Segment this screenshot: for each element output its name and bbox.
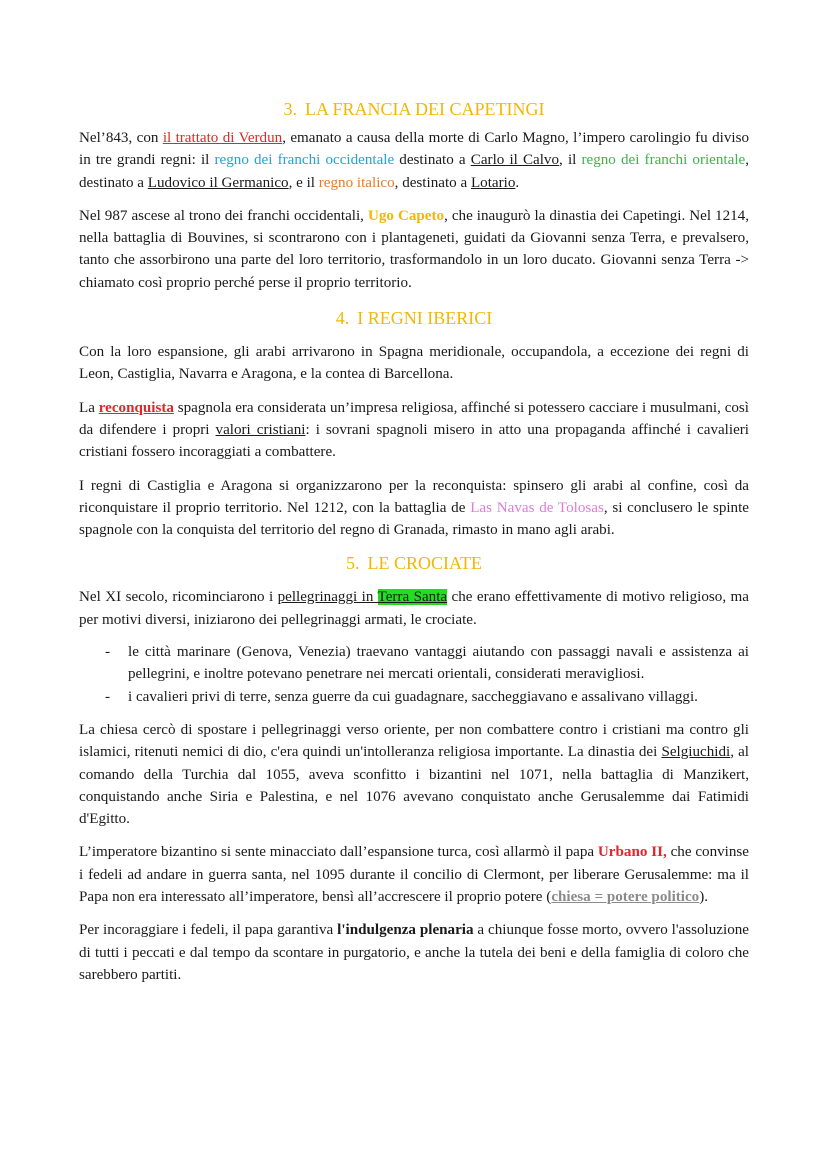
section-5-number: 5. — [346, 553, 360, 574]
section-4-title: I REGNI IBERICI — [357, 308, 493, 329]
text: La — [79, 399, 99, 416]
west-franks-kingdom: regno dei franchi occidentale — [214, 152, 395, 169]
paragraph-urbano — [79, 841, 749, 908]
east-franks-kingdom: regno dei franchi orientale — [581, 152, 746, 169]
urbano-ii: Urbano II, — [597, 844, 667, 861]
ugo-capeto: Ugo Capeto — [367, 207, 445, 224]
selgiuchidi: Selgiuchidi — [661, 744, 731, 761]
text: , e il — [288, 174, 319, 191]
text: , si conclusero le spinte spagnole con la conquista del territorio del regno di Granada, rimasto in mano agli arabi. — [79, 499, 749, 539]
text: che convinse i fedeli ad andare in guerra santa, nel 1095 durante il concilio di Clermont, per liberare Gerusalemme: ma il Papa non era interessato all’imperatore, bensì all’accrescere il proprio potere ( — [79, 844, 750, 906]
section-3-heading — [79, 96, 749, 122]
text: La chiesa cercò di spostare i pellegrinaggi verso oriente, per non combattere contro i cristiani ma contro gli islamici, ritenuti nemici di dio, c'era quindi un'intolleranza religiosa importante. La dinastia dei — [79, 721, 749, 761]
paragraph-reconquista — [79, 397, 749, 464]
list-item — [79, 686, 749, 708]
section-5-title: LE CROCIATE — [367, 553, 482, 574]
text: , che inaugurò la dinastia dei Capetingi. Nel 1214, nella battaglia di Bouvines, si scontrarono con i plantageneti, guidati da Giovanni senza Terra, e prevalsero, tanto che assorbirono una parte del loro territorio, trasformandolo in un loro ducato. Giovanni senza Terra -> chiamato così proprio perché perse il proprio territorio. — [79, 207, 749, 291]
text: , emanato a causa della morte di Carlo Magno, l’impero carolingio fu diviso in tre grandi regni: il — [79, 130, 749, 169]
text: , destinato a — [394, 174, 471, 191]
bullet-dash: - — [105, 644, 111, 661]
text: Nel XI secolo, ricominciarono i — [79, 589, 278, 606]
text: destinato a — [394, 152, 471, 169]
valori-cristiani: valori cristiani — [215, 421, 306, 438]
section-3-number: 3. — [283, 99, 297, 119]
text: Per incoraggiare i fedeli, il papa garantiva — [79, 922, 338, 939]
text: ). — [699, 889, 709, 906]
section-5-heading — [79, 550, 749, 576]
text: , il — [559, 152, 582, 169]
text: . — [515, 174, 520, 191]
paragraph-verdun — [79, 127, 749, 194]
text: , destinato a — [79, 152, 749, 191]
text: Nel 987 ascese al trono dei franchi occidentali, — [79, 207, 368, 224]
paragraph-pilgrimages — [79, 586, 749, 631]
text: Nel’843, con — [79, 130, 163, 146]
paragraph-castiglia-aragona — [79, 475, 749, 542]
chiesa-potere-politico: chiesa = potere politico — [551, 889, 700, 906]
bullet-dash: - — [105, 688, 111, 705]
reconquista: reconquista — [98, 399, 174, 416]
paragraph-indulgence — [79, 919, 749, 986]
carlo-il-calvo: Carlo il Calvo — [470, 152, 560, 169]
paragraph-church — [79, 719, 749, 830]
text: , al comando della Turchia dal 1055, aveva sconfitto i bizantini nel 1071, nella battaglia di Manzikert, conquistando anche Siria e Palestina, e nel 1076 avevano conquistato anche Gerusalemme dai Fatimidi d'Egitto. — [79, 744, 749, 828]
italic-kingdom: regno italico — [318, 174, 395, 191]
las-navas-de-tolosas: Las Navas de Tolosas — [470, 499, 604, 516]
text: spagnola era considerata un’impresa religiosa, affinché si potessero cacciare i musulmani, così da difendere i propri — [79, 399, 750, 438]
treaty-of-verdun: il trattato di Verdun — [162, 130, 283, 146]
ludovico-il-germanico: Ludovico il Germanico — [147, 174, 289, 191]
indulgenza-plenaria: l'indulgenza plenaria — [337, 922, 474, 939]
text: : i sovrani spagnoli misero in atto una propaganda affinché i cavalieri cristiani fossero incoraggiati a combattere. — [79, 421, 749, 461]
text: L’imperatore bizantino si sente minacciato dall’espansione turca, così allarmò il papa — [79, 844, 598, 861]
list-item-text: i cavalieri privi di terre, senza guerre da cui guadagnare, saccheggiavano e assalivano villaggi. — [128, 688, 698, 705]
crusades-motives-list — [79, 641, 749, 708]
text: a chiunque fosse morto, ovvero l'assoluzione di tutti i peccati e dal tempo da scontare in purgatorio, e anche la tutela dei beni e della famiglia di coloro che sarebbero partiti. — [79, 922, 749, 983]
section-3-title: LA FRANCIA DEI CAPETINGI — [304, 99, 545, 119]
list-item — [79, 641, 749, 686]
text: che erano effettivamente di motivo religioso, ma per motivi diversi, iniziarono dei pellegrinaggi armati, le crociate. — [79, 589, 749, 628]
section-4-heading — [79, 305, 749, 331]
pellegrinaggi-in: pellegrinaggi in — [277, 589, 378, 606]
paragraph-arabs-spain: Con la loro espansione, gli arabi arrivarono in Spagna meridionale, occupandola, a eccezione dei regni di Leon, Castiglia, Navarra e Aragona, e la contea di Barcellona. — [79, 344, 749, 383]
terra-santa-highlight: Terra Santa — [377, 589, 448, 606]
text: I regni di Castiglia e Aragona si organizzarono per la reconquista: spinsero gli arabi al confine, così da riconquistare il proprio territorio. Nel 1212, con la battaglia de — [79, 477, 749, 516]
paragraph-capeto — [79, 205, 749, 294]
lotario: Lotario — [470, 174, 516, 191]
list-item-text: le città marinare (Genova, Venezia) traevano vantaggi aiutando con passaggi navali e assistenza ai pellegrini, e inoltre potevano penetrare nei mercati orientali, considerati meravigliosi. — [128, 644, 749, 683]
section-4-number: 4. — [335, 308, 350, 329]
